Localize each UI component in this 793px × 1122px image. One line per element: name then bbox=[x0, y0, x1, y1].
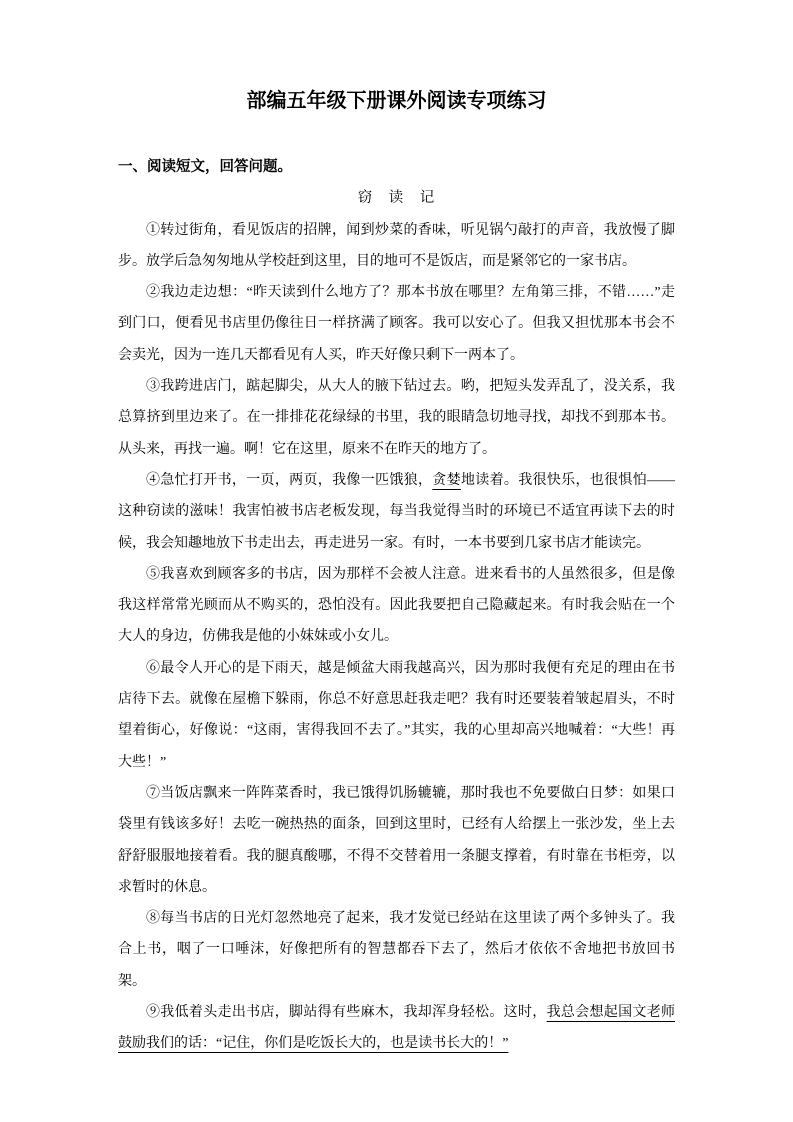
document-title: 部编五年级下册课外阅读专项练习 bbox=[246, 90, 547, 112]
paragraph-9-text-before: ⑨我低着头走出书店，脚站得有些麻木，我却浑身轻松。这时， bbox=[146, 1005, 547, 1021]
paragraph-6 bbox=[118, 653, 675, 778]
paragraph-4-text-after: 地读着。我很快乐，也很惧怕——这种窃读的滋味！我害怕被书店老板发现，每当我觉得当时的环境已不适宜再读下去的时候，我会知趣地放下书走出去，再走进另一家。有时，一本书要到几家书店才能读完。 bbox=[118, 472, 676, 551]
article-body bbox=[118, 215, 675, 1060]
paragraph-3 bbox=[118, 371, 675, 465]
paragraph-1 bbox=[118, 215, 675, 278]
paragraph-6-text: ⑥最令人开心的是下雨天，越是倾盆大雨我越高兴，因为那时我便有充足的理由在书店待下去。就像在屋檐下躲雨，你总不好意思赶我走吧？我有时还要装着皱起眉头，不时望着街心，好像说：“这雨，害得我回不去了。”其实，我的心里却高兴地喊着：“大些！再大些！” bbox=[118, 660, 675, 770]
paragraph-3-text: ③我跨进店门，踮起脚尖，从大人的腋下钻过去。哟，把短头发弄乱了，没关系，我总算挤到里边来了。在一排排花花绿绿的书里，我的眼睛急切地寻找，却找不到那本书。从头来，再找一遍。啊！它在这里，原来不在昨天的地方了。 bbox=[118, 379, 675, 457]
paragraph-4-text-before: ④急忙打开书，一页，两页，我像一匹饿狼， bbox=[146, 472, 433, 488]
paragraph-8-text: ⑧每当书店的日光灯忽然地亮了起来，我才发觉已经站在这里读了两个多钟头了。我合上书，咽了一口唾沫，好像把所有的智慧都吞下去了，然后才依依不舍地把书放回书架。 bbox=[118, 911, 675, 989]
paragraph-9-underlined-sentence: 我总会想起国文老师鼓励我们的话：“记住，你们是吃饭长大的，也是读书长大的！” bbox=[118, 1005, 676, 1052]
paragraph-2-text: ②我边走边想：“昨天读到什么地方了？那本书放在哪里？左角第三排，不错……”走到门口，便看见书店里仍像往日一样挤满了顾客。我可以安心了。但我又担忧那本书会不会卖光，因为一连几天都看见有人买，昨天好像只剩下一两本了。 bbox=[118, 285, 675, 363]
paragraph-7-text: ⑦当饭店飘来一阵阵菜香时，我已饿得饥肠辘辘，那时我也不免要做白日梦：如果口袋里有钱该多好！去吃一碗热热的面条，回到这里时，已经有人给摆上一张沙发，坐上去舒舒服服地接着看。我的腿真酸哪，不得不交替着用一条腿支撑着，有时靠在书柜旁，以求暂时的休息。 bbox=[118, 785, 675, 895]
article-title: 窃 读 记 bbox=[357, 190, 436, 207]
paragraph-5 bbox=[118, 559, 675, 653]
paragraph-7 bbox=[118, 778, 675, 903]
paragraph-8 bbox=[118, 903, 675, 997]
paragraph-5-text: ⑤我喜欢到顾客多的书店，因为那样不会被人注意。进来看书的人虽然很多，但是像我这样常常光顾而从不购买的，恐怕没有。因此我要把自己隐藏起来。有时我会贴在一个大人的身边，仿佛我是他的小妹妹或小女儿。 bbox=[118, 566, 675, 645]
section-heading: 一、阅读短文，回答问题。 bbox=[118, 159, 292, 175]
paragraph-1-text: ①转过街角，看见饭店的招牌，闻到炒菜的香味，听见锅勺敲打的声音，我放慢了脚步。放学后急匆匆地从学校赶到这里，目的地可不是饭店，而是紧邻它的一家书店。 bbox=[118, 222, 675, 269]
paragraph-4 bbox=[118, 465, 675, 559]
paragraph-2 bbox=[118, 277, 675, 371]
paragraph-4-underlined-word: 贪婪 bbox=[432, 472, 461, 488]
paragraph-9 bbox=[118, 997, 675, 1060]
